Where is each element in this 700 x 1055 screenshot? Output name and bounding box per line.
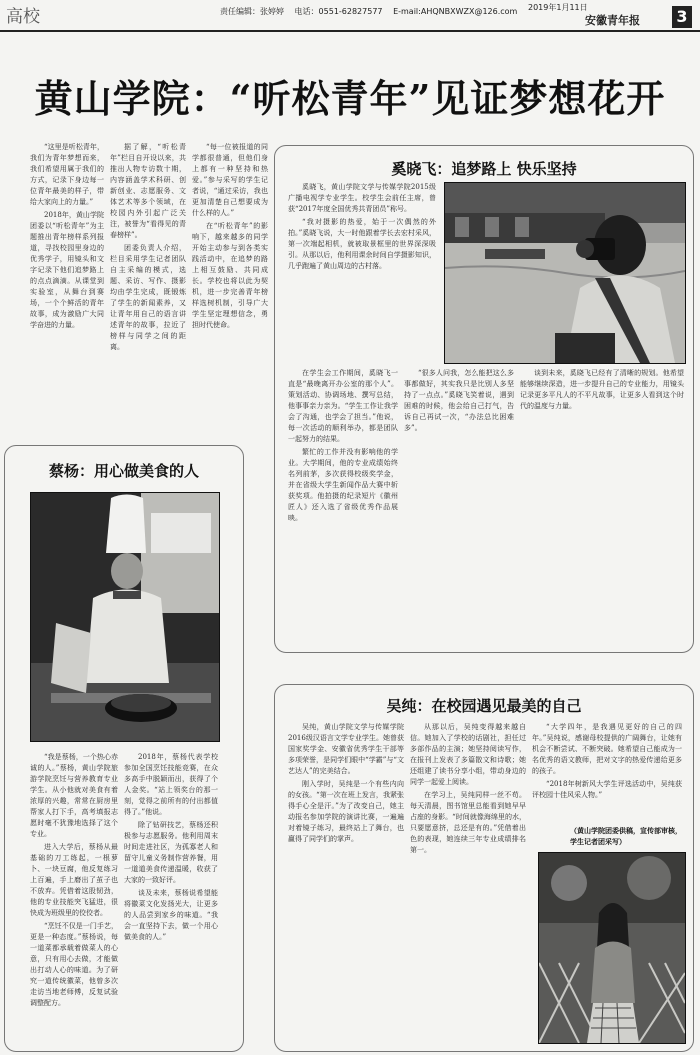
- photo-photographer: [444, 182, 686, 364]
- story3-col-2: [410, 722, 526, 1042]
- story1-col-3: [404, 368, 514, 643]
- story3-col-3: [532, 722, 682, 820]
- story3-paragraph: 吴纯，黄山学院文学与传媒学院2016级汉语言文学专业学生。她曾获国家奖学金、安徽省优秀学生干部等多项荣誉，是同学们眼中“学霸”与“文艺达人”的完美结合。: [288, 723, 404, 775]
- story1-paragraph: 奚晓飞，黄山学院文学与传媒学院2015级广播电视学专业学生。校学生会前任主席，曾获“2017年度全国优秀共青团员”称号。: [288, 183, 436, 213]
- page-header: [0, 0, 700, 32]
- story3-paragraph: “大学四年，是我遇见更好的自己的四年。”吴纯说，感谢母校提供的广阔舞台，让她有机会不断尝试、不断突破。她希望自己能成为一名优秀的语文教师，把对文字的热爱传递给更多的孩子。: [532, 723, 682, 775]
- intro-paragraph: 据了解，“听松青年”栏目自开设以来，共推出人物专访数十期，内容涵盖学术科研、创新创业、志愿服务、文体艺术等多个领域，在校园内外引起广泛关注，被誉为“看得见的青春榜样”。: [110, 143, 186, 239]
- student-photo-icon: [539, 853, 685, 1043]
- story3-paragraph: 刚入学时，吴纯是一个有些内向的女孩。“第一次在班上发言，我紧张得手心全是汗。”为了改变自己，她主动报名参加学院的演讲比赛，一遍遍对着镜子练习，最终站上了舞台，也赢得了同学们的掌声。: [288, 780, 404, 843]
- story1-paragraph: 在学生会工作期间，奚晓飞一直是“最晚离开办公室的那个人”。策划活动、协调场地、撰写总结，他事事亲力亲为。“学生工作让我学会了沟通，也学会了担当。”他说，每一次活动的顺利举办，都是团队一起努力的结果。: [288, 369, 398, 443]
- photographer-photo-icon: [445, 183, 685, 363]
- story1-col-2: [288, 368, 398, 643]
- story2-paragraph: 谈及未来，蔡杨说希望能将徽菜文化发扬光大，让更多的人品尝到家乡的味道。“我会一直坚持下去，做一个用心做美食的人。”: [124, 889, 218, 941]
- photo-student: [538, 852, 686, 1044]
- story1-paragraph: 谈到未来，奚晓飞已经有了清晰的规划。他希望能够继续深造，进一步提升自己的专业能力，用镜头记录更多平凡人的不平凡故事，让更多人看到这个时代的温度与力量。: [520, 369, 684, 410]
- intro-paragraph: 2018年，黄山学院团委以“听松青年”为主题推出青年榜样系列报道，寻找校园里身边的优秀学子，用镜头和文字记录下他们追梦路上的点点滴滴。从课堂到实验室，从舞台到赛场，一个个鲜活的青年故事，成为激励广大同学奋进的力量。: [30, 211, 104, 329]
- editor-text: 责任编辑：张婷婷: [220, 7, 284, 16]
- story1-paragraph: 繁忙的工作并没有影响他的学业。大学期间，他的专业成绩始终名列前茅，多次获得校级奖学金，并在省级大学生新闻作品大赛中斩获奖项。他拍摄的纪录短片《徽州匠人》还入选了省级优秀作品展映。: [288, 448, 398, 522]
- intro-col-3: [192, 142, 268, 427]
- page-number: 3: [672, 6, 692, 28]
- story1-paragraph: “很多人问我，怎么能把这么多事都做好，其实我只是比别人多坚持了一点点。”奚晓飞笑着说，遇到困难的时候，他会给自己打气，告诉自己再试一次，“办法总比困难多”。: [404, 369, 514, 432]
- story3-note: （黄山学院团委供稿，宣传部审核，学生记者团采写）: [570, 827, 682, 846]
- story2-col-2: [124, 752, 218, 1042]
- story3-col-1: [288, 722, 404, 1042]
- story3-paragraph: 从那以后，吴纯变得越来越自信。她加入了学校的话剧社，担任过多部作品的主演；她坚持阅读写作，在报刊上发表了多篇散文和诗歌；她还组建了读书分享小组，带动身边的同学一起爱上阅读。: [410, 723, 526, 786]
- intro-paragraph: “每一位被报道的同学都很普通，但他们身上都有一种坚持和热爱。”参与采写的学生记者说，“通过采访，我也更加清楚自己想要成为什么样的人。”: [192, 143, 268, 217]
- story2-col-1: [30, 752, 118, 1042]
- intro-paragraph: “这里是听松青年，我们为青年梦想而来，我们希望用属于我们的方式，记录下身边每一位青年最美的样子，带给大家向上的力量。”: [30, 143, 104, 206]
- paper-name: 安徽青年报: [585, 14, 640, 27]
- photo-chef: [30, 492, 220, 742]
- intro-paragraph: 团委负责人介绍，栏目采用学生记者团队自主采编的模式，选题、采访、写作、摄影均由学生完成，既锻炼了学生的新闻素养，又让青年用自己的语言讲述青年的故事，拉近了榜样与同学之间的距离。: [110, 244, 186, 351]
- story2-paragraph: “烹饪不仅是一门手艺，更是一种态度。”蔡杨说，每一道菜都承载着做菜人的心意，只有用心去做，才能做出打动人心的味道。为了研究一道传统徽菜，他曾多次走访当地老师傅，反复试验调整配方。: [30, 922, 118, 1007]
- intro-col-2: [110, 142, 186, 427]
- story2-paragraph: 进入大学后，蔡杨从最基础的刀工练起，一根萝卜、一块豆腐，他反复练习上百遍，手上磨出了茧子也不放弃。凭借着这股韧劲，他的专业技能突飞猛进，很快成为班级里的佼佼者。: [30, 843, 118, 917]
- header-meta: [220, 6, 525, 17]
- section-label: 高校: [6, 7, 40, 27]
- story2-paragraph: 除了钻研技艺，蔡杨还积极参与志愿服务。他利用周末时间走进社区，为孤寡老人和留守儿童义务制作营养餐，用一道道美食传递温暖，收获了大家的一致好评。: [124, 821, 218, 884]
- story-title: 蔡杨：用心做美食的人: [48, 462, 199, 480]
- phone-text: 电话：0551-62827577: [294, 7, 383, 16]
- story1-paragraph: “我对摄影的热爱，始于一次偶然的外拍。”奚晓飞说，大一时他跟着学长去宏村采风，第一次端起相机，就被取景框里的世界深深吸引。从那以后，他利用课余时间自学摄影知识，几乎跑遍了黄山周边的古村落。: [288, 218, 436, 270]
- headline: 黄山学院：“听松青年”见证梦想花开: [34, 76, 666, 121]
- chef-photo-icon: [31, 493, 219, 741]
- story-title: 吴纯：在校园遇见最美的自己: [386, 697, 582, 715]
- story1-col-1: [288, 182, 436, 362]
- story2-paragraph: “我是蔡杨，一个热心赤诚的人。”蔡杨，黄山学院旅游学院烹饪与营养教育专业学生。从小他就对美食有着浓厚的兴趣，常常在厨房里帮家人打下手，高考填报志愿时毫不犹豫地选择了这个专业。: [30, 753, 118, 838]
- issue-date: 2019年1月11日: [528, 3, 588, 12]
- story3-paragraph: 在学习上，吴纯同样一丝不苟。每天清晨，图书馆里总能看到她早早占座的身影。“时间就像海绵里的水，只要愿意挤，总还是有的。”凭借着出色的表现，她连续三年专业成绩排名第一。: [410, 791, 526, 854]
- story-title: 奚晓飞：追梦路上 快乐坚持: [391, 160, 577, 178]
- story2-paragraph: 2018年，蔡杨代表学校参加全国烹饪技能竞赛，在众多高手中脱颖而出，获得了个人金奖。“站上领奖台的那一刻，觉得之前所有的付出都值得了。”他说。: [124, 753, 218, 816]
- intro-col-1: [30, 142, 104, 427]
- story3-paragraph: “2018年树新风大学生评选活动中，吴纯获评校园十佳风采人物。”: [532, 780, 682, 799]
- story1-col-4: [520, 368, 684, 643]
- intro-paragraph: 在“听松青年”的影响下，越来越多的同学开始主动参与到各类实践活动中，在追梦的路上相互鼓励、共同成长。学校也将以此为契机，进一步完善青年榜样选树机制，引导广大学生坚定理想信念，勇担时代使命。: [192, 222, 268, 329]
- email-text: E-mail:AHQNBXWZX@126.com: [393, 7, 518, 16]
